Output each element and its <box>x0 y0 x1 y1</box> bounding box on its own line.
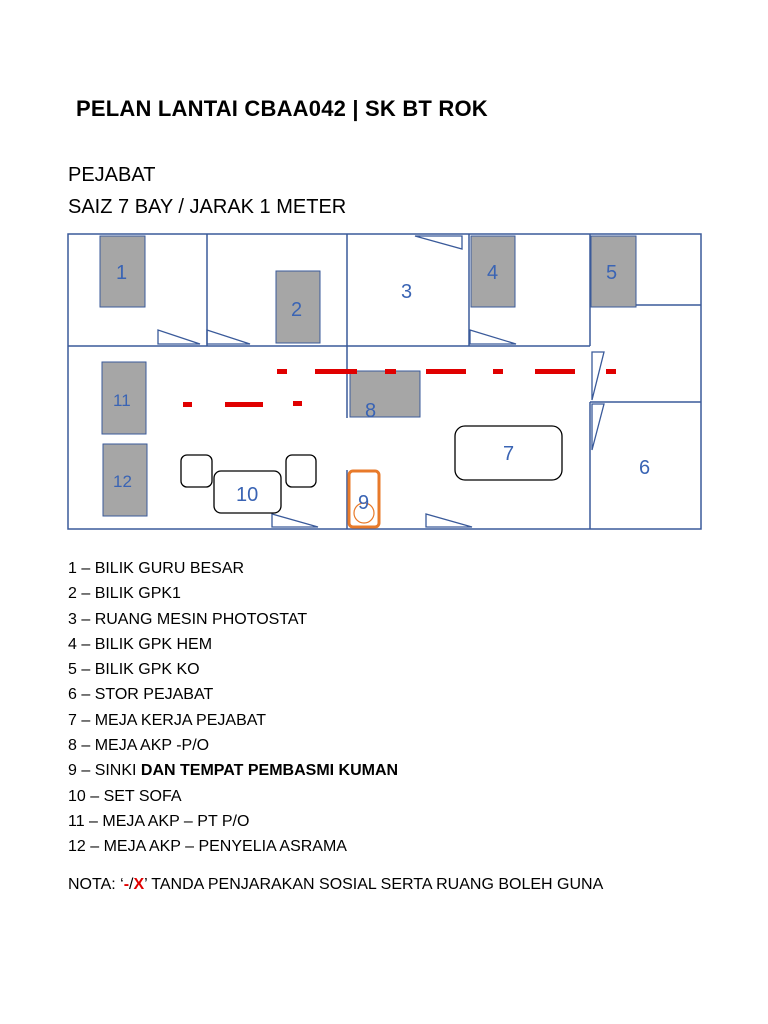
legend-item: 2 – BILIK GPK1 <box>68 585 181 603</box>
legend-item: 1 – BILIK GURU BESAR <box>68 560 245 577</box>
label-3: 3 <box>401 281 413 303</box>
note-slash: / <box>129 876 134 893</box>
sofa-chair-left <box>181 455 212 487</box>
sofa-chair-right <box>286 455 316 487</box>
desk-8 <box>350 371 420 417</box>
size-line: SAIZ 7 BAY / JARAK 1 METER <box>68 196 347 218</box>
note-dash: - <box>123 876 130 893</box>
legend-item: 12 – MEJA AKP – PENYELIA ASRAMA <box>68 838 347 856</box>
legend-item-9 <box>68 758 398 783</box>
label-4: 4 <box>487 262 499 284</box>
legend-item-9-bold: DAN TEMPAT PEMBASMI KUMAN <box>140 762 399 780</box>
legend <box>68 556 398 860</box>
note <box>68 876 603 894</box>
label-11: 11 <box>113 391 131 410</box>
label-6: 6 <box>639 457 651 479</box>
note-suffix: ’ TANDA PENJARAKAN SOSIAL SERTA RUANG BOLEH GUNA <box>144 876 604 893</box>
note-x: X <box>133 876 145 893</box>
legend-item: 3 – RUANG MESIN PHOTOSTAT <box>68 610 308 628</box>
label-1: 1 <box>116 262 128 284</box>
label-8: 8 <box>365 400 377 422</box>
label-5: 5 <box>606 262 618 284</box>
note-prefix: NOTA: ‘ <box>68 876 124 893</box>
legend-item: 8 – MEJA AKP -P/O <box>68 737 210 755</box>
legend-item: 10 – SET SOFA <box>68 787 182 805</box>
label-7: 7 <box>503 443 515 465</box>
label-12: 12 <box>113 472 132 491</box>
legend-item: 11 – MEJA AKP – PT P/O <box>68 812 250 830</box>
legend-item: 5 – BILIK GPK KO <box>68 661 200 679</box>
legend-item: 6 – STOR PEJABAT <box>68 686 214 704</box>
legend-item-9-prefix: 9 – SINKI <box>68 762 141 780</box>
label-2: 2 <box>291 299 303 321</box>
document-title: PELAN LANTAI CBAA042 | SK BT ROK <box>76 96 488 121</box>
label-10: 10 <box>236 484 259 506</box>
legend-item: 4 – BILIK GPK HEM <box>68 635 213 653</box>
section-heading: PEJABAT <box>68 164 156 186</box>
label-9: 9 <box>358 492 370 514</box>
legend-item: 7 – MEJA KERJA PEJABAT <box>68 711 266 729</box>
